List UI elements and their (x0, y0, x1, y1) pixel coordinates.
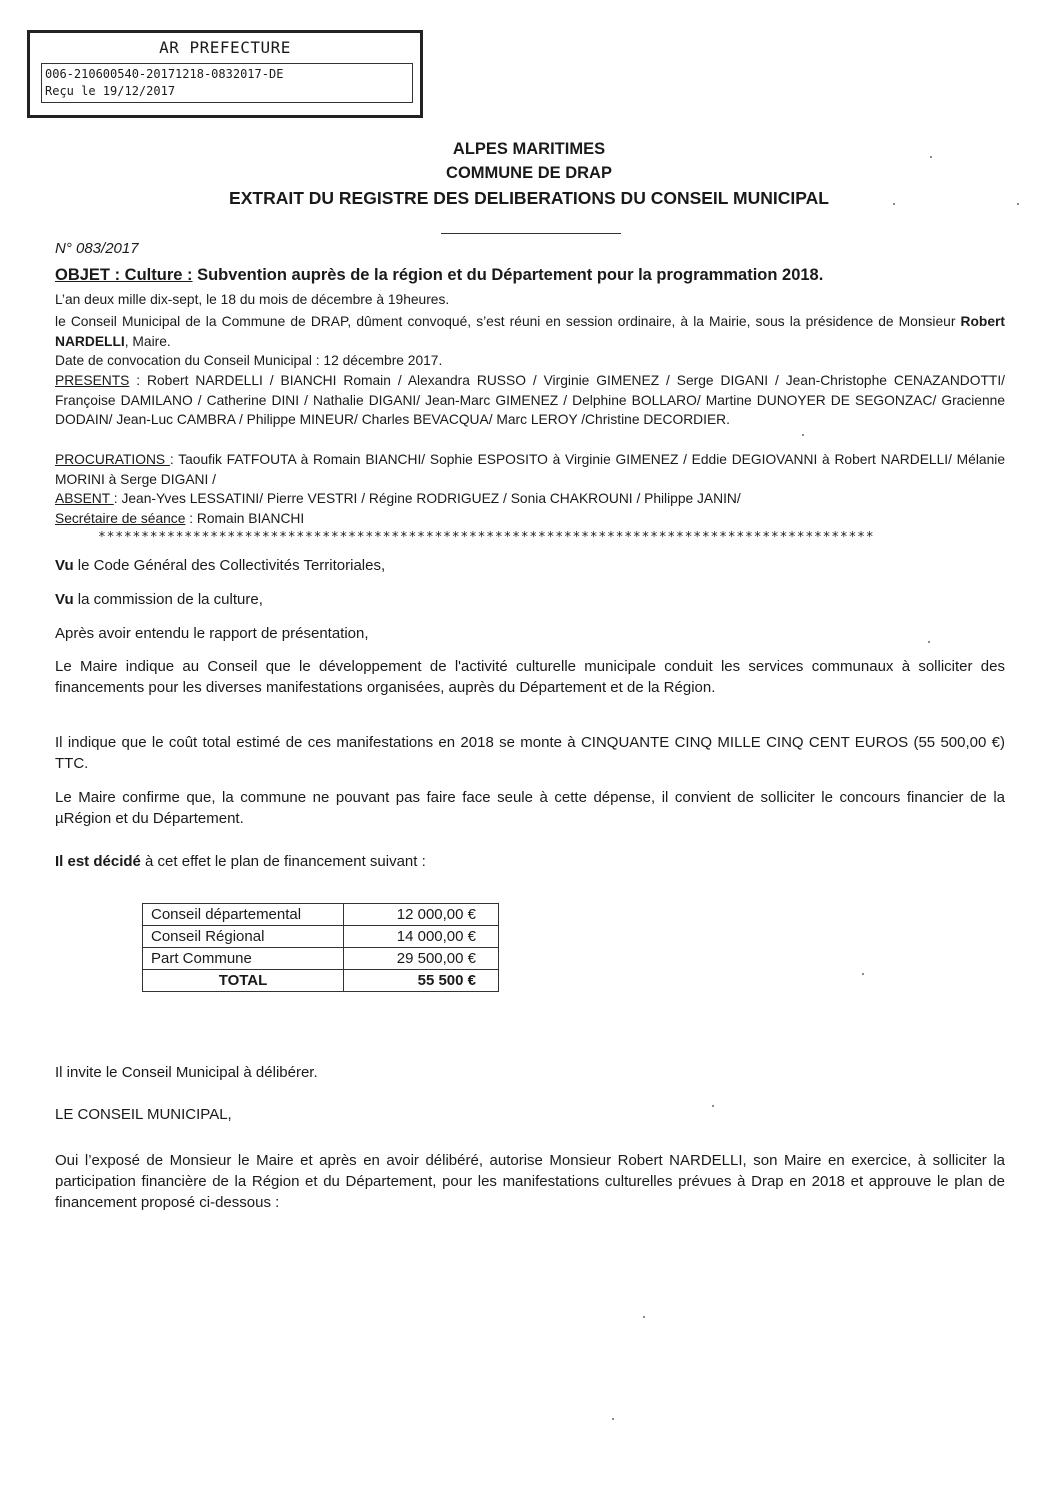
decision-line (55, 851, 1005, 872)
scan-speck (612, 1418, 614, 1420)
table-row (143, 926, 499, 948)
financing-amount: 14 000,00 € (344, 926, 499, 948)
vu-commission (55, 589, 1005, 610)
table-row (143, 904, 499, 926)
vu-code (55, 555, 1005, 576)
scan-speck (802, 434, 804, 436)
convocation-text: le Conseil Municipal de la Commune de DRAP, dûment convoqué, s’est réuni en session ordinaire, à la Mairie, sous la présidence de Monsieur (55, 314, 961, 329)
convocation-text-end: , Maire. (124, 333, 171, 349)
financing-amount: 29 500,00 € (344, 948, 499, 970)
presents-label: PRESENTS (55, 373, 130, 388)
table-row (143, 948, 499, 970)
header-commune: COMMUNE DE DRAP (446, 164, 612, 182)
financing-label: Conseil départemental (143, 904, 344, 926)
stamp-reference: 006-210600540-20171218-0832017-DE (45, 67, 284, 81)
separator-stars: ****************************************************************************************** (98, 530, 875, 545)
stamp-reference-box (41, 63, 413, 103)
stamp-received-date: Reçu le 19/12/2017 (45, 84, 176, 98)
vu-label: Vu (55, 591, 74, 608)
presents-names: : Robert NARDELLI / BIANCHI Romain / Alexandra RUSSO / Virginie GIMENEZ / Serge DIGANI / Jean-Christophe CENAZANDOTTI/ Françoise DAMILANO / Catherine DINI / Nathalie DIGANI/ Jean-Marc GIMENEZ / Delphine BOLLARO/ Martine DUNOYER DE SEGONZAC/ Gracienne DODAIN/ Jean-Luc CAMBRA / Philippe MINEUR/ Charles BEVACQUA/ Marc LEROY /Christine DECORDIER. (55, 373, 1005, 427)
vu-commission-text: la commission de la culture, (73, 591, 263, 608)
procurations-list (55, 450, 1005, 489)
total-label: TOTAL (143, 970, 344, 992)
mayor-name: Robert NARDELLI (55, 314, 1005, 349)
header-divider (441, 233, 621, 234)
paragraph-cost: Il indique que le coût total estimé de ces manifestations en 2018 se monte à CINQUANTE CINQ MILLE CINQ CENT EUROS (55 500,00 €) TTC. (55, 734, 1005, 772)
scan-speck (893, 203, 895, 205)
deliberation-number: N° 083/2017 (55, 240, 139, 257)
financing-table (142, 903, 499, 992)
prefecture-stamp (27, 30, 423, 118)
header-title: EXTRAIT DU REGISTRE DES DELIBERATIONS DU CONSEIL MUNICIPAL (229, 188, 829, 208)
stamp-title: AR PREFECTURE (159, 38, 291, 57)
deliberation-subject (55, 266, 823, 285)
header-department: ALPES MARITIMES (452, 140, 606, 158)
secretary-label: Secrétaire de séance (55, 511, 186, 526)
absent-label: ABSENT (55, 491, 114, 506)
session-convocation (55, 312, 1005, 351)
paragraph-development: Le Maire indique au Conseil que le développement de l'activité culturelle municipale conduit les services communaux à solliciter des financements pour les diverses manifestations organisées, auprès du Département et de la Région. (55, 658, 1005, 696)
table-total-row (143, 970, 499, 992)
scan-speck (928, 641, 930, 643)
decision-text: à cet effet le plan de financement suivant : (140, 853, 426, 870)
financing-label: Conseil Régional (143, 926, 344, 948)
convocation-date: Date de convocation du Conseil Municipal : 12 décembre 2017. (55, 353, 443, 368)
scan-speck (862, 973, 864, 975)
scan-speck (712, 1105, 714, 1107)
procurations-label: PROCURATIONS (55, 452, 170, 467)
procurations-names: : Taoufik FATFOUTA à Romain BIANCHI/ Sophie ESPOSITO à Virginie GIMENEZ / Eddie DEGIOVANNI à Robert NARDELLI/ Mélanie MORINI à Serge DIGANI / (55, 452, 1005, 487)
financing-label: Part Commune (143, 948, 344, 970)
absent-names: : Jean-Yves LESSATINI/ Pierre VESTRI / Régine RODRIGUEZ / Sonia CHAKROUNI / Philippe JANIN/ (113, 491, 741, 506)
absent-list (55, 489, 1005, 509)
vu-code-text: le Code Général des Collectivités Territoriales, (73, 557, 386, 574)
council-heading: LE CONSEIL MUNICIPAL, (55, 1106, 232, 1123)
subject-text: Subvention auprès de la région et du Département pour la programmation 2018. (192, 266, 824, 284)
scan-speck (1017, 203, 1019, 205)
paragraph-confirmation: Le Maire confirme que, la commune ne pouvant pas faire face seule à cette dépense, il convient de solliciter le concours financier de la µRégion et du Département. (55, 789, 1005, 827)
secretary-name: : Romain BIANCHI (185, 511, 305, 526)
session-date: L’an deux mille dix-sept, le 18 du mois de décembre à 19heures. (55, 292, 450, 307)
subject-label: OBJET : Culture : (55, 266, 193, 284)
total-amount: 55 500 € (344, 970, 499, 992)
decision-label: Il est décidé (55, 853, 141, 870)
scan-speck (643, 1316, 645, 1318)
rapport-line: Après avoir entendu le rapport de présentation, (55, 625, 369, 642)
invite-line: Il invite le Conseil Municipal à délibérer. (55, 1064, 318, 1081)
vu-label: Vu (55, 557, 74, 574)
final-paragraph: Oui l’exposé de Monsieur le Maire et après en avoir délibéré, autorise Monsieur Robert NARDELLI, son Maire en exercice, à solliciter la participation financière de la Région et du Département, pour les manifestations culturelles prévues à Drap en 2018 et approuve le plan de financement proposé ci-dessous : (55, 1152, 1005, 1211)
secretary-line (55, 509, 1005, 529)
scan-speck (930, 156, 932, 158)
financing-amount: 12 000,00 € (344, 904, 499, 926)
presents-list (55, 371, 1005, 430)
